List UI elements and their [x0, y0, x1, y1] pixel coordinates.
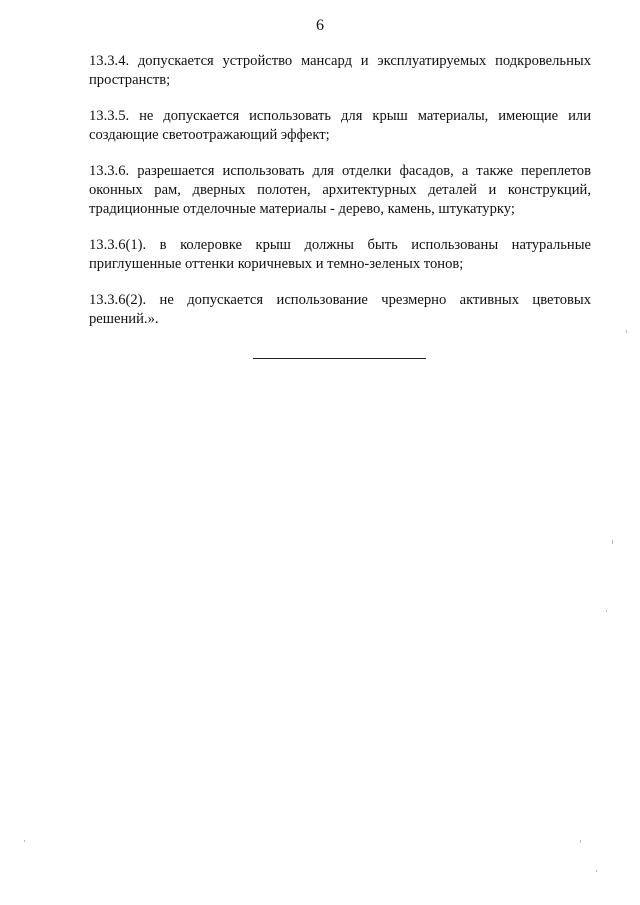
paragraph-13-3-5: 13.3.5. не допускается использовать для крыш материалы, имеющие или создающие светоотражающий эффект; [89, 108, 591, 143]
scan-speck [24, 840, 25, 842]
paragraph-13-3-6-1: 13.3.6(1). в колеровке крыш должны быть использованы натуральные приглушенные оттенки коричневых и темно-зеленых тонов; [89, 237, 591, 272]
scan-speck [626, 330, 627, 333]
page-number: 6 [316, 17, 324, 34]
end-divider-line [253, 358, 426, 359]
scan-speck [596, 870, 597, 872]
paragraph-13-3-4: 13.3.4. допускается устройство мансард и эксплуатируемых подкровельных пространств; [89, 53, 591, 88]
paragraph-13-3-6: 13.3.6. разрешается использовать для отделки фасадов, а также переплетов оконных рам, дверных полотен, архитектурных деталей и конструкций, традиционные отделочные материалы - дерево, камень, штукатурку; [89, 163, 591, 217]
scan-speck [580, 840, 581, 843]
document-body [89, 52, 591, 346]
paragraph-13-3-6-2: 13.3.6(2). не допускается использование чрезмерно активных цветовых решений.». [89, 292, 591, 327]
scan-speck [612, 540, 613, 544]
scan-speck [606, 610, 607, 612]
